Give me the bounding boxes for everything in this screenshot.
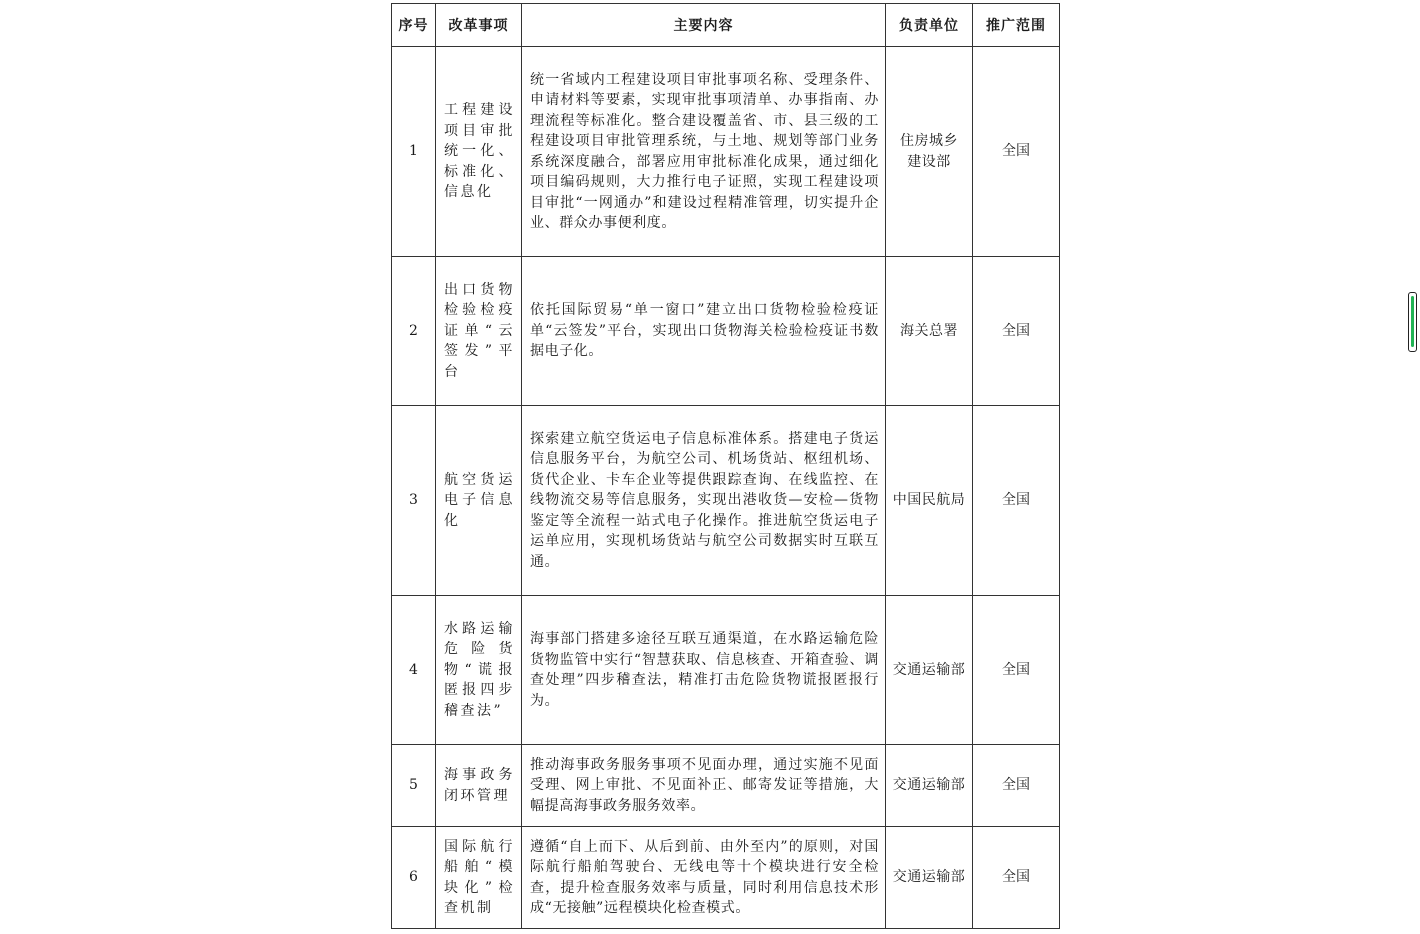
row-num: 1 (392, 47, 436, 257)
row-scope: 全国 (973, 827, 1060, 929)
row-content: 统一省域内工程建设项目审批事项名称、受理条件、申请材料等要素，实现审批事项清单、办事指南、办理流程等标准化。整合建设覆盖省、市、县三级的工程建设项目审批管理系统，与土地、规划等部门业务系统深度融合，部署应用审批标准化成果，通过细化项目编码规则，大力推行电子证照，实现工程建设项目审批“一网通办”和建设过程精准管理，切实提升企业、群众办事便利度。 (522, 47, 886, 257)
row-content: 依托国际贸易“单一窗口”建立出口货物检验检疫证单“云签发”平台，实现出口货物海关检验检疫证书数据电子化。 (522, 257, 886, 406)
row-unit: 住房城乡建设部 (886, 47, 973, 257)
row-unit: 海关总署 (886, 257, 973, 406)
table-row (392, 745, 1060, 827)
row-content: 海事部门搭建多途径互联互通渠道，在水路运输危险货物监管中实行“智慧获取、信息核查、开箱查验、调查处理”四步稽查法，精准打击危险货物谎报匿报行为。 (522, 596, 886, 745)
header-num: 序号 (392, 4, 436, 47)
table-row (392, 827, 1060, 929)
row-unit: 交通运输部 (886, 827, 973, 929)
row-unit: 中国民航局 (886, 406, 973, 596)
row-item: 海事政务闭环管理 (436, 745, 522, 827)
row-num: 2 (392, 257, 436, 406)
vertical-scrollbar[interactable] (1408, 292, 1417, 352)
header-content: 主要内容 (522, 4, 886, 47)
row-unit: 交通运输部 (886, 745, 973, 827)
scrollbar-thumb[interactable] (1411, 296, 1414, 347)
header-unit: 负责单位 (886, 4, 973, 47)
table-row (392, 257, 1060, 406)
header-item: 改革事项 (436, 4, 522, 47)
table-row (392, 406, 1060, 596)
reform-table (391, 3, 1060, 929)
row-scope: 全国 (973, 596, 1060, 745)
row-scope: 全国 (973, 406, 1060, 596)
row-num: 5 (392, 745, 436, 827)
header-scope: 推广范围 (973, 4, 1060, 47)
table-row (392, 596, 1060, 745)
row-scope: 全国 (973, 257, 1060, 406)
row-num: 6 (392, 827, 436, 929)
row-item: 航空货运电子信息化 (436, 406, 522, 596)
row-num: 3 (392, 406, 436, 596)
row-content: 遵循“自上而下、从后到前、由外至内”的原则，对国际航行船舶驾驶台、无线电等十个模块进行安全检查，提升检查服务效率与质量，同时利用信息技术形成“无接触”远程模块化检查模式。 (522, 827, 886, 929)
row-scope: 全国 (973, 47, 1060, 257)
row-num: 4 (392, 596, 436, 745)
row-item: 国际航行船舶“模块化”检查机制 (436, 827, 522, 929)
row-content: 探索建立航空货运电子信息标准体系。搭建电子货运信息服务平台，为航空公司、机场货站、枢纽机场、货代企业、卡车企业等提供跟踪查询、在线监控、在线物流交易等信息服务，实现出港收货—安检—货物鉴定等全流程一站式电子化操作。推进航空货运电子运单应用，实现机场货站与航空公司数据实时互联互通。 (522, 406, 886, 596)
row-unit: 交通运输部 (886, 596, 973, 745)
row-item: 出口货物检验检疫证单“云签发”平台 (436, 257, 522, 406)
row-item: 工程建设项目审批统一化、标准化、信息化 (436, 47, 522, 257)
row-content: 推动海事政务服务事项不见面办理，通过实施不见面受理、网上审批、不见面补正、邮寄发证等措施，大幅提高海事政务服务效率。 (522, 745, 886, 827)
row-item: 水路运输危险货物“谎报匿报四步稽查法” (436, 596, 522, 745)
document-page (391, 3, 1059, 929)
table-header-row (392, 4, 1060, 47)
row-scope: 全国 (973, 745, 1060, 827)
table-row (392, 47, 1060, 257)
